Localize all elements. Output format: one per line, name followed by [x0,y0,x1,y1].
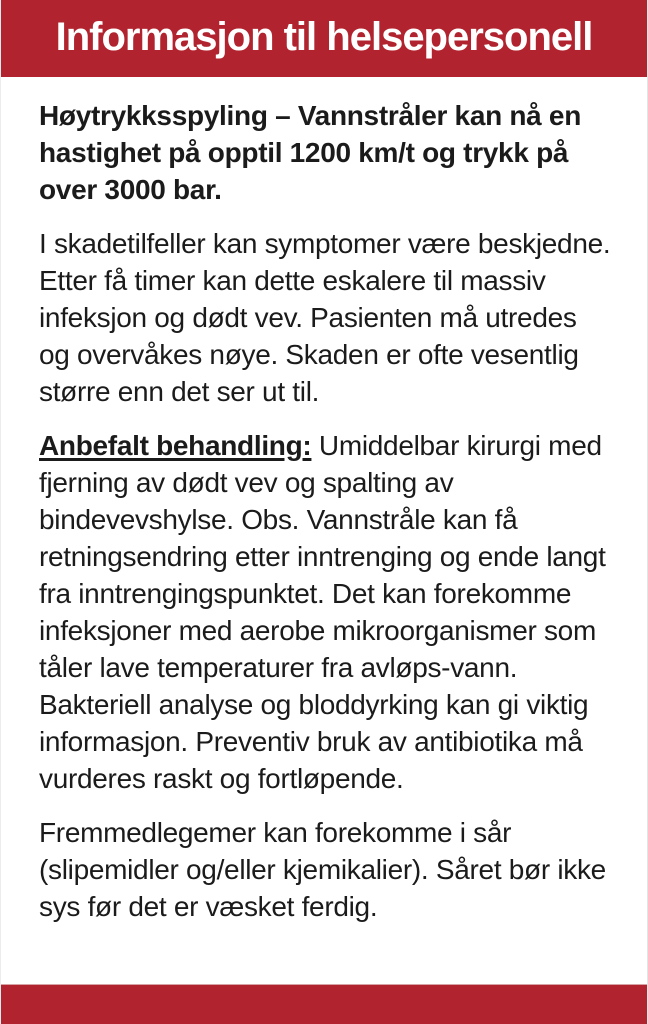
card-body [1,77,647,985]
symptoms-paragraph: I skadetilfeller kan symptomer være beskjedne. Etter få timer kan dette eskalere til massiv infeksjon og dødt vev. Pasienten må utredes og overvåkes nøye. Skaden er ofte vesentlig større enn det ser ut til. [39,228,611,407]
treatment-text: Umiddelbar kirurgi med fjerning av dødt vev og spalting av bindevevshylse. Obs. Vannstråle kan få retningsendring etter inntrenging og ende langt fra inntrengingspunktet. Det kan forekomme infeksjoner med aerobe mikroorganismer som tåler lave temperaturer fra avløps-vann. Bakteriell analyse og bloddyrking kan gi viktig informasjon. Preventiv bruk av antibiotika må vurderes raskt og fortløpende. [39,430,606,794]
treatment-paragraph [39,427,613,797]
page-title: Informasjon til helsepersonell [55,14,593,59]
footer-band [1,984,647,1024]
intro-paragraph: Høytrykksspyling – Vannstråler kan nå en hastighet på opptil 1200 km/t og trykk på over 3000 bar. [39,100,582,205]
foreign-bodies-paragraph: Fremmedlegemer kan forekomme i sår (slipemidler og/eller kjemikalier). Såret bør ikke sys før det er væsket ferdig. [39,817,606,922]
header-band [1,0,647,77]
treatment-label: Anbefalt behandling: [39,430,312,461]
